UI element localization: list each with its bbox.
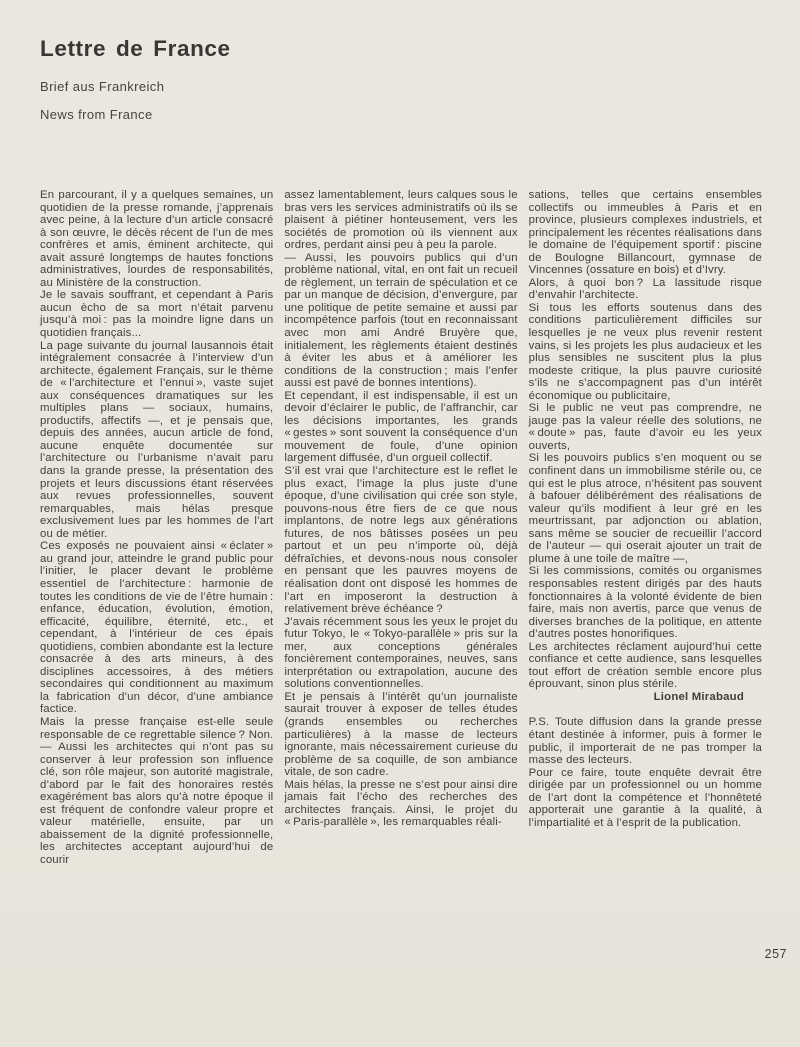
paragraph: S’il est vrai que l’architecture est le reflet le plus exact, l’image la plus juste d’une époque, d’une civilisation qui crée son style, pouvons-nous être fiers de ce que nous implantons, de notre legs aux générations futures, de nos bâtisses posées un peu partout et un peu n’importe où, déjà défraîchies, et devons-nous nous consoler en pensant que les pauvres moyens de réalisation dont ont disposé les hommes de l’art en imposeront la destruction à relativement brève échéance ? bbox=[284, 465, 518, 616]
paragraph: Si les pouvoirs publics s’en moquent ou se confinent dans un immobilisme stérile ou, ce qui est le plus atroce, n’hésitent pas souvent à bafouer délibérément des réalisations de valeur qu’ils modifient à leur gré en les meurtrissant, par adjonction ou ablation, sans même se soucier de recueillir l’accord de l’auteur — qui oserait ajouter un trait de plume à une toile de maître —, bbox=[528, 452, 762, 565]
paragraph: assez lamentablement, leurs calques sous le bras vers les services administratifs où ils se plaisent à piétiner honteusement, vers les sociétés de promotion où ils viennent aux ordres, perdant ainsi peu à peu la parole. bbox=[284, 189, 518, 252]
article-header bbox=[40, 36, 760, 122]
paragraph: Ces exposés ne pouvaient ainsi « éclater » au grand jour, atteindre le grand public pour l’initier, le placer devant le problème essentiel de l’architecture : harmonie de toutes les conditions de vie de l’être humain : enfance, éducation, évolution, émotion, efficacité, équilibre, éternité, etc., et cependant, à l’intérieur de ces épais quotidiens, combien abondante est la lecture consacrée à des arts mineurs, à des disciplines accessoires, à des métiers secondaires qui conditionnent au maximum la fabrication d’un décor, d’une ambiance factice. bbox=[40, 540, 274, 716]
paragraph: Si les commissions, comités ou organismes responsables restent dirigés par des hauts fonctionnaires à la volonté évidente de bien faire, mais non avertis, parce que venus de diverses branches de la politique, en attente d’autres postes honorifiques. bbox=[528, 565, 762, 641]
paragraph: Je le savais souffrant, et cependant à Paris aucun ècho de sa mort n’était parvenu jusqu’à moi : pas la moindre ligne dans un quotidien français... bbox=[40, 289, 274, 340]
author-signature: Lionel Mirabaud bbox=[653, 690, 744, 703]
paragraph: — Aussi, les pouvoirs publics qui d’un problème national, vital, en ont fait un recueil de règlement, un terrain de spéculation et ce par un manque de décision, d’envergure, par une politique de petite semaine et aussi par incompétence parfois (tout en reconnaissant avec mon ami André Bruyère que, initialement, les règlements étaient destinés à éviter les abus et à améliorer les conditions de la construction ; mais l’enfer aussi est pavé de bonnes intentions). bbox=[284, 251, 518, 390]
paragraph: En parcourant, il y a quelques semaines, un quotidien de la presse romande, j’apprenais avec peine, à la lecture d’un article consacré à son œuvre, le décès récent de l’un de mes confrères et amis, éminent architecte, qui avait assuré longtemps de hautes fonctions administratives, lourdes de responsabilités, au Ministère de la construction. bbox=[40, 189, 274, 289]
paragraph: Mais la presse française est-elle seule responsable de ce regrettable silence ? Non. — Aussi les architectes qui n’ont pas su conserver à leur profession son influence clé, son rôle majeur, son autorité magistrale, d’abord par le fait des honoraires restés exagérément bas alors qu’à notre époque il est fréquent de confondre valeur propre et valeur matérielle, ensuite, par un abaissement de la dignité professionnelle, les architectes acceptant aujourd’hui de courir bbox=[40, 715, 274, 866]
postscript-paragraph: Pour ce faire, toute enquête devrait être dirigée par un professionnel ou un homme de l’art dont la compétence et l’honnêteté apporterait une garantie à la qualité, à l’impartialité et à l’esprit de la publication. bbox=[528, 766, 762, 829]
text-column-1 bbox=[40, 189, 273, 867]
article-title: Lettre de France bbox=[40, 36, 231, 61]
paragraph: Si le public ne veut pas comprendre, ne jauge pas la valeur réelle des solutions, ne « doute » pas, faute d’avoir eu les yeux ouverts, bbox=[528, 402, 762, 452]
paragraph: sations, telles que certains ensembles collectifs ou immeubles à Paris et en province, plusieurs complexes industriels, et principalement les récentes réalisations dans le domaine de l’équipement sportif : piscine de Boulogne Billancourt, gymnase de Vincennes (ossature en bois) et d’Ivry. bbox=[528, 189, 762, 277]
postscript-paragraph: P.S. Toute diffusion dans la grande presse étant destinée à informer, puis à former le public, il importerait de ne pas tromper la masse des lecteurs. bbox=[528, 716, 762, 767]
paragraph: J’avais récemment sous les yeux le projet du futur Tokyo, le « Tokyo-parallèle » pris sur la mer, aux conceptions générales foncièrement contemporaines, neuves, sans interprétation ou extrapolation, aucune des solutions conventionnelles. bbox=[284, 615, 518, 691]
article-subtitle-english: News from France bbox=[40, 107, 153, 122]
paragraph: La page suivante du journal lausannois était intégralement consacrée à l’interview d’un architecte, également Français, sur le thème de « l’architecture et l’ennui », vaste sujet aux conséquences dramatiques sur les multiples plans — sociaux, humains, productifs, affectifs —, et je pensais que, depuis des années, aucun article de fond, aucune enquête documentée sur l’architecture ou l’urbanisme n’avait paru dans la grande presse, la présentation des projets et leurs discussions étant réservées aux revues professionnelles, souvent remarquables, mais hélas presque exclusivement lues par les hommes de l’art ou de métier. bbox=[40, 339, 274, 540]
paragraph: Si tous les efforts soutenus dans des conditions particulièrement difficiles sur lesquelles je ne veux plus revenir restent vains, si les projets les plus audacieux et les plus sensibles ne suscitent plus la plus modeste critique, la plus pauvre curiosité s’ils ne s’accompagnent pas d’un intérêt économique ou publicitaire, bbox=[528, 301, 762, 402]
text-column-3 bbox=[529, 189, 762, 867]
paragraph: Les architectes réclament aujourd’hui cette confiance et cette audience, sans lesquelles tout effort de création semble encore plus éprouvant, sinon plus stérile. bbox=[528, 640, 762, 691]
paragraph: Et cependant, il est indispensable, il est un devoir d’éclairer le public, de l’affranchir, car les décisions importantes, les grands « gestes » sont souvent la conséquence d’un mouvement de foule, d’une opinion largement diffusée, d’un orgueil collectif. bbox=[284, 389, 518, 465]
paragraph: Alors, à quoi bon ? La lassitude risque d’envahir l’architecte. bbox=[528, 276, 762, 302]
article-body bbox=[40, 189, 762, 867]
page-number: 257 bbox=[764, 947, 787, 961]
article-subtitle-german: Brief aus Frankreich bbox=[40, 79, 165, 94]
paragraph: Et je pensais à l’intérêt qu’un journaliste saurait trouver à exposer de telles études (grands ensembles ou recherches particulières) à la masse de lecteurs ignorante, mais nécessairement curieuse du problème de sa coquille, de son ambiance vitale, de son cadre. bbox=[284, 690, 518, 779]
text-column-2 bbox=[284, 189, 517, 867]
paragraph: Mais hélas, la presse ne s’est pour ainsi dire jamais fait l’écho des recherches des architectes français. Ainsi, le projet du « Paris-parallèle », les remarquables réali- bbox=[284, 778, 518, 829]
